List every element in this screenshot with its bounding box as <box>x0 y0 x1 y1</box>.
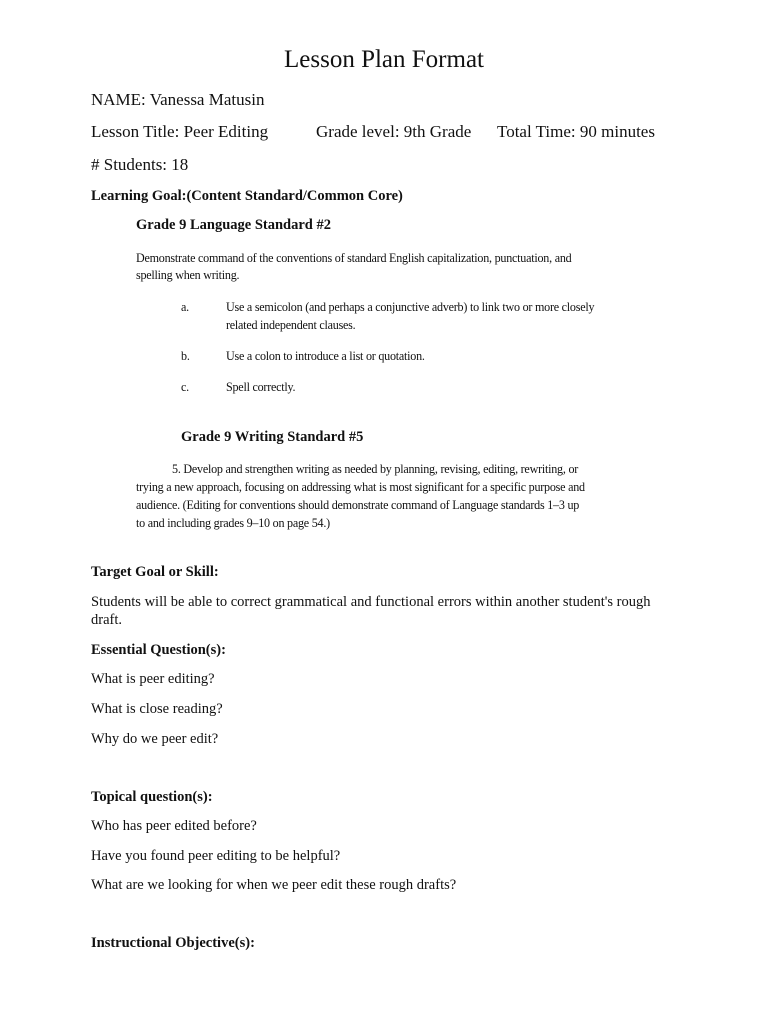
page-title: Lesson Plan Format <box>284 46 484 73</box>
target-goal-text: Students will be able to correct grammatical and functional errors within another student's rough <box>91 594 651 610</box>
grade-level: Grade level: 9th Grade <box>316 122 472 141</box>
target-goal-heading: Target Goal or Skill: <box>91 564 219 580</box>
list-item-text: Use a colon to introduce a list or quotation. <box>226 348 425 363</box>
lesson-title: Lesson Title: Peer Editing <box>91 122 269 141</box>
writing-standard-text: to and including grades 9–10 on page 54.) <box>136 515 330 530</box>
language-standard-intro-cont: spelling when writing. <box>136 267 240 282</box>
list-marker: c. <box>181 379 189 394</box>
learning-goal-heading: Learning Goal:(Content Standard/Common Core) <box>91 188 403 204</box>
topical-question: What are we looking for when we peer edit these rough drafts? <box>91 877 457 893</box>
writing-standard-heading: Grade 9 Writing Standard #5 <box>181 429 364 445</box>
writing-standard-text: trying a new approach, focusing on addressing what is most significant for a specific purpose and <box>136 479 585 494</box>
essential-question: What is close reading? <box>91 701 223 717</box>
list-marker: a. <box>181 299 189 314</box>
topical-questions-heading: Topical question(s): <box>91 789 213 805</box>
essential-questions-heading: Essential Question(s): <box>91 642 226 658</box>
list-item-text: Use a semicolon (and perhaps a conjunctive adverb) to link two or more closely <box>226 299 595 314</box>
topical-question: Have you found peer editing to be helpful? <box>91 848 341 864</box>
list-marker: b. <box>181 348 190 363</box>
list-item-text-cont: related independent clauses. <box>226 317 356 332</box>
target-goal-text-cont: draft. <box>91 612 122 628</box>
total-time: Total Time: 90 minutes <box>497 122 655 141</box>
list-item-text: Spell correctly. <box>226 379 296 394</box>
instructional-objectives-heading: Instructional Objective(s): <box>91 935 255 951</box>
writing-standard-text: audience. (Editing for conventions should demonstrate command of Language standards 1–3 up <box>136 497 580 512</box>
name-line: NAME: Vanessa Matusin <box>91 90 265 109</box>
language-standard-intro: Demonstrate command of the conventions of standard English capitalization, punctuation, and <box>136 250 572 265</box>
essential-question: What is peer editing? <box>91 671 215 687</box>
writing-standard-text: 5. Develop and strengthen writing as needed by planning, revising, editing, rewriting, or <box>172 461 579 476</box>
language-standard-heading: Grade 9 Language Standard #2 <box>136 217 331 233</box>
students-count: # Students: 18 <box>91 155 189 174</box>
topical-question: Who has peer edited before? <box>91 818 257 834</box>
essential-question: Why do we peer edit? <box>91 731 219 747</box>
